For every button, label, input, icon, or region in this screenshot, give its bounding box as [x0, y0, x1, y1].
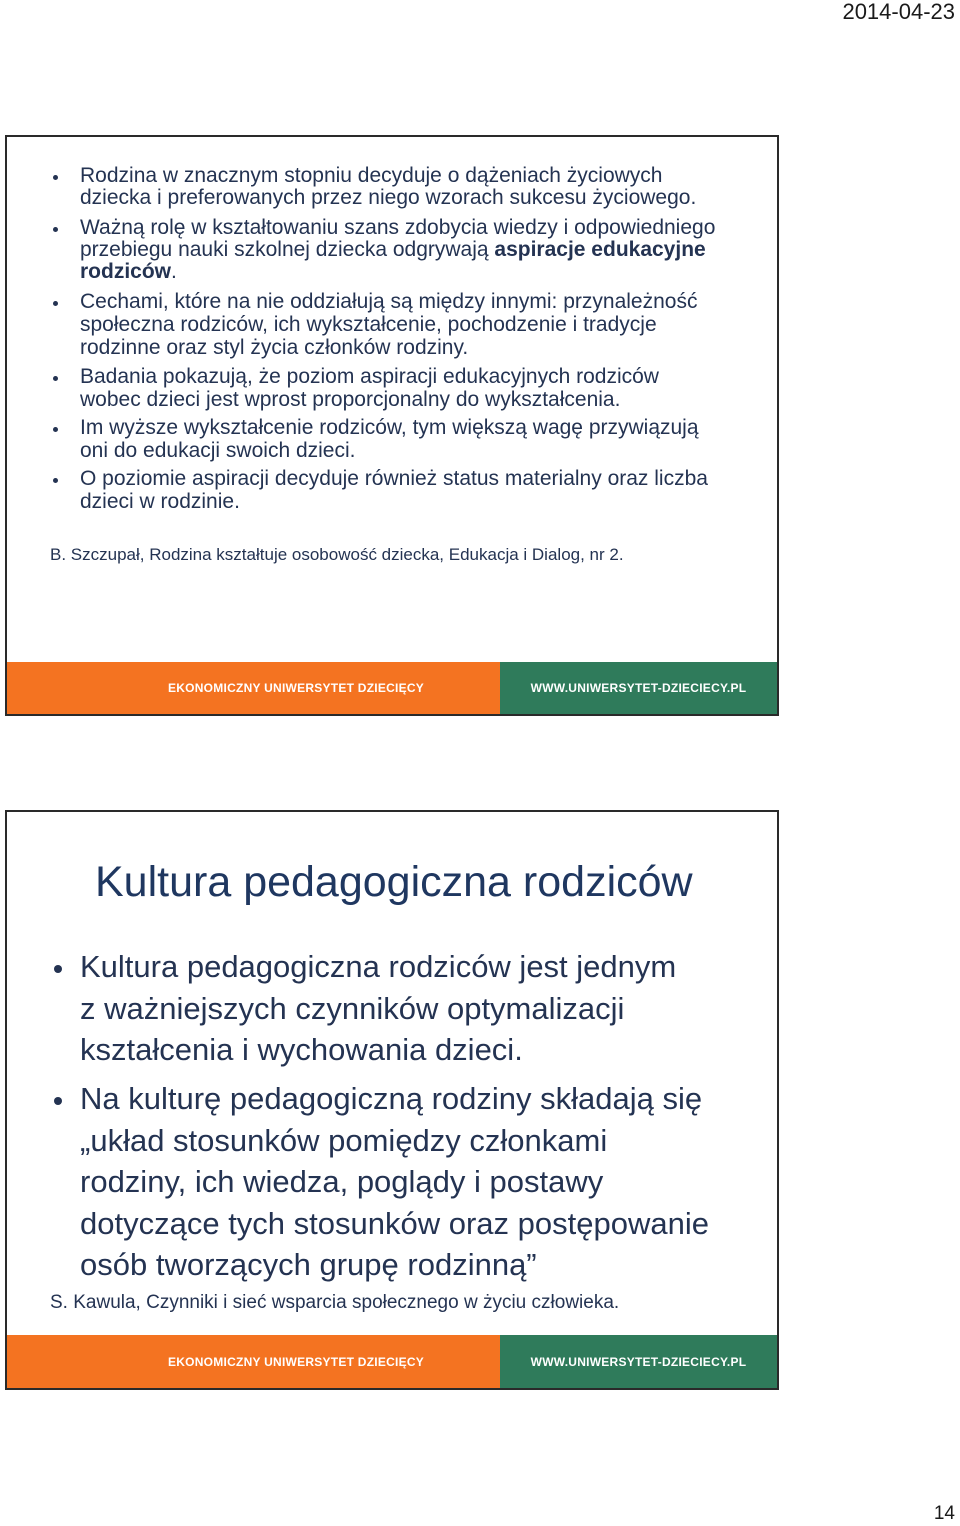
- bullet-marker: [54, 1097, 62, 1105]
- bullet-item: [80, 946, 676, 1071]
- slide-title: Kultura pedagogiczna rodziców: [95, 858, 693, 906]
- emphasis-text: aspiracje edukacyjne: [494, 238, 706, 261]
- bullet-line: Na kulturę pedagogiczną rodziny składają się: [80, 1081, 703, 1117]
- bullet-line: Kultura pedagogiczna rodziców jest jednym: [80, 949, 677, 985]
- slide-kultura-pedagogiczna: [5, 810, 779, 1390]
- print-date: 2014-04-23: [842, 0, 955, 24]
- bullet-marker: [53, 227, 58, 232]
- bullet-item: [80, 165, 696, 209]
- page-number: 14: [933, 1503, 955, 1524]
- footer-orange-band: [7, 662, 500, 714]
- footer-green-band: [500, 662, 777, 714]
- bullet-item: [80, 467, 708, 513]
- bullet-line: dzieci w rodzinie.: [80, 489, 240, 513]
- footer-website: WWW.UNIWERSYTET-DZIECIECY.PL: [530, 1354, 747, 1369]
- bullet-line: O poziomie aspiracji decyduje również status materialny oraz liczba: [80, 466, 708, 490]
- bullet-item: [80, 365, 659, 411]
- footer-website: WWW.UNIWERSYTET-DZIECIECY.PL: [530, 681, 747, 695]
- bullet-line: oni do edukacji swoich dzieci.: [80, 438, 356, 462]
- bullet-line: Ważną rolę w kształtowaniu szans zdobycia wiedzy i odpowiedniego: [80, 216, 716, 239]
- bullet-line: Rodzina w znacznym stopniu decyduje o dążeniach życiowych: [80, 164, 663, 187]
- bullet-line: osób tworzących grupę rodzinną”: [80, 1247, 537, 1283]
- footer-organization: EKONOMICZNY UNIWERSYTET DZIECIĘCY: [168, 681, 425, 695]
- bullet-line: „układ stosunków pomiędzy członkami: [80, 1122, 608, 1158]
- bullet-line: [80, 239, 715, 261]
- bullet-marker: [53, 301, 58, 306]
- footer-organization: EKONOMICZNY UNIWERSYTET DZIECIĘCY: [168, 1354, 425, 1369]
- bullet-line: społeczna rodziców, ich wykształcenie, pochodzenie i tradycje: [80, 312, 657, 336]
- bullet-line: dotyczące tych stosunków oraz postępowanie: [80, 1205, 709, 1241]
- bullet-line: z ważniejszych czynników optymalizacji: [80, 990, 625, 1026]
- bullet-marker: [53, 427, 58, 432]
- bullet-line: Badania pokazują, że poziom aspiracji edukacyjnych rodziców: [80, 364, 659, 388]
- bullet-marker: [53, 478, 58, 483]
- bullet-marker: [53, 376, 58, 381]
- footer-green-band: [500, 1335, 777, 1388]
- bullet-line: wobec dzieci jest wprost proporcjonalny do wykształcenia.: [80, 387, 621, 411]
- bullet-line: Cechami, które na nie oddziałują są między innymi: przynależność: [80, 289, 698, 313]
- slide-footer: [7, 662, 777, 714]
- bullet-marker: [53, 175, 58, 180]
- bullet-line: kształcenia i wychowania dzieci.: [80, 1032, 523, 1068]
- bullet-line: rodzinne oraz styl życia członków rodziny.: [80, 335, 469, 359]
- source-citation: S. Kawula, Czynniki i sieć wsparcia społecznego w życiu człowieka.: [50, 1292, 620, 1313]
- slide-aspiracje: [5, 135, 779, 716]
- bullet-line: Im wyższe wykształcenie rodziców, tym większą wagę przywiązują: [80, 415, 699, 439]
- bullet-line: rodziny, ich wiedza, poglądy i postawy: [80, 1164, 604, 1200]
- emphasis-text: rodziców: [80, 260, 172, 283]
- bullet-text: .: [171, 260, 177, 283]
- bullet-line: dziecka i preferowanych przez niego wzorach sukcesu życiowego.: [80, 186, 697, 209]
- footer-orange-band: [7, 1335, 500, 1388]
- source-citation: B. Szczupał, Rodzina kształtuje osobowość dziecka, Edukacja i Dialog, nr 2.: [50, 545, 624, 564]
- bullet-item: [80, 290, 697, 359]
- bullet-item: [80, 217, 715, 283]
- bullet-item: [80, 416, 699, 462]
- bullet-item: [80, 1078, 709, 1286]
- bullet-line: [80, 261, 715, 283]
- slide-footer: [7, 1335, 777, 1388]
- bullet-text: przebiegu nauki szkolnej dziecka odgrywają: [80, 238, 495, 261]
- bullet-marker: [54, 965, 62, 973]
